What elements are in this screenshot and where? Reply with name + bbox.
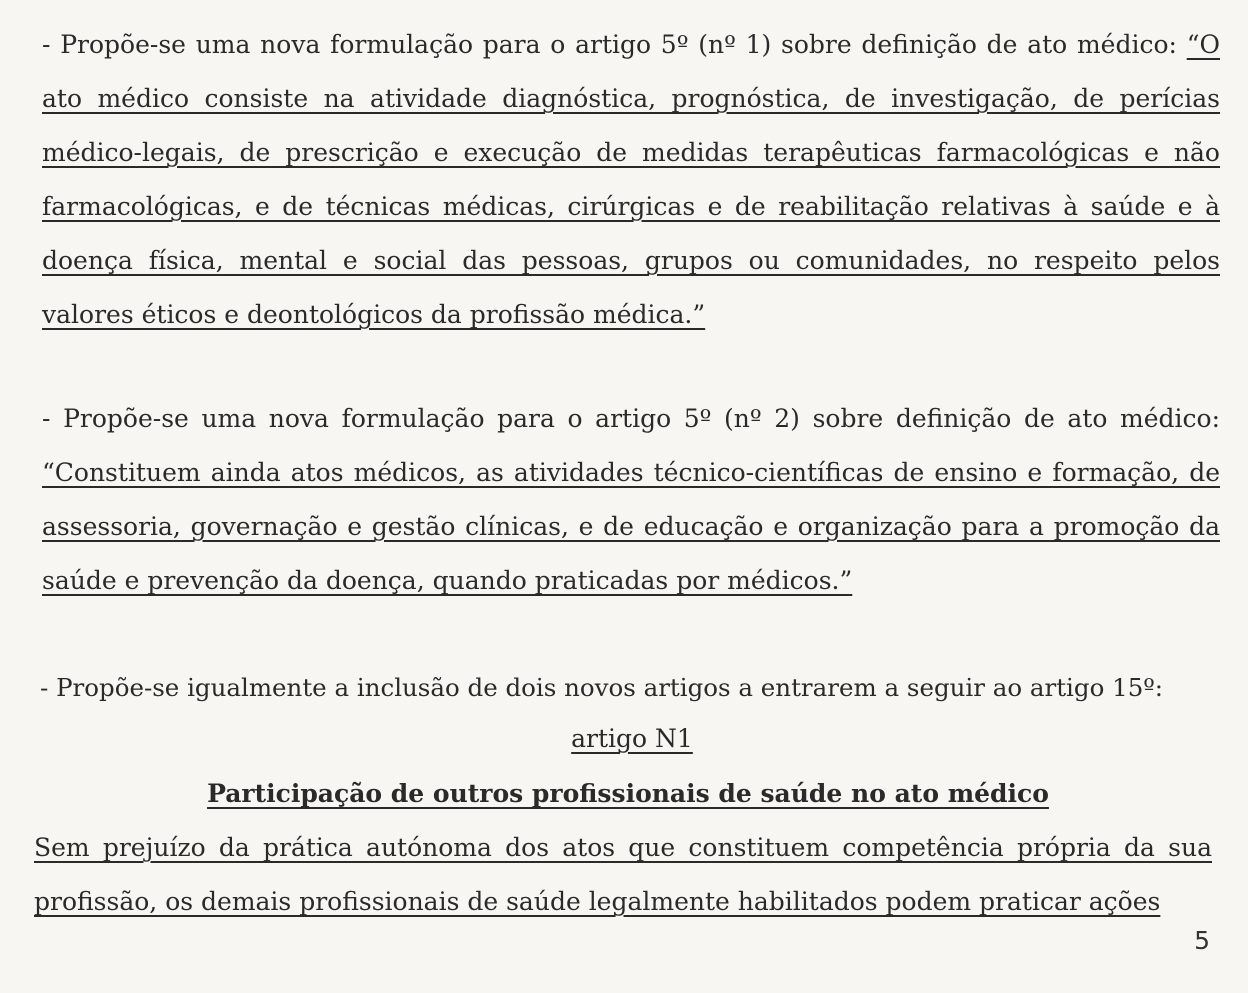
article-subheading	[4, 769, 1248, 819]
paragraph-article-5-n1	[42, 18, 1220, 342]
article-body	[34, 821, 1212, 929]
article-heading	[8, 714, 1248, 764]
paragraph-article-5-n2	[42, 392, 1220, 608]
article-body-text: Sem prejuízo da prática autónoma dos atos que constituem competência própria da sua profissão, os demais profissionais de saúde legalmente habilitados podem praticar ações	[34, 833, 1212, 916]
paragraph-intro: - Propõe-se uma nova formulação para o artigo 5º (nº 2) sobre definição de ato médico:	[42, 404, 1220, 433]
underlined-quote: “Constituem ainda atos médicos, as atividades técnico-científicas de ensino e formação, de assessoria, governação e gestão clínicas, e de educação e organização para a promoção da saúde e prevenção da doença, quando praticadas por médicos.”	[42, 458, 1220, 595]
article-heading-text: artigo N1	[571, 724, 693, 753]
page-number: 5	[1194, 926, 1210, 955]
paragraph-intro: - Propõe-se uma nova formulação para o artigo 5º (nº 1) sobre definição de ato médico:	[42, 30, 1187, 59]
article-subheading-text: Participação de outros profissionais de saúde no ato médico	[207, 779, 1049, 808]
underlined-quote: “O ato médico consiste na atividade diagnóstica, prognóstica, de investigação, de perícias médico-legais, de prescrição e execução de medidas terapêuticas farmacológicas e não farmacológicas, e de técnicas médicas, cirúrgicas e de reabilitação relativas à saúde e à doença física, mental e social das pessoas, grupos ou comunidades, no respeito pelos valores éticos e deontológicos da profissão médica.”	[42, 30, 1220, 329]
paragraph-new-articles: - Propõe-se igualmente a inclusão de dois novos artigos a entrarem a seguir ao artigo 15º:	[40, 673, 1164, 702]
